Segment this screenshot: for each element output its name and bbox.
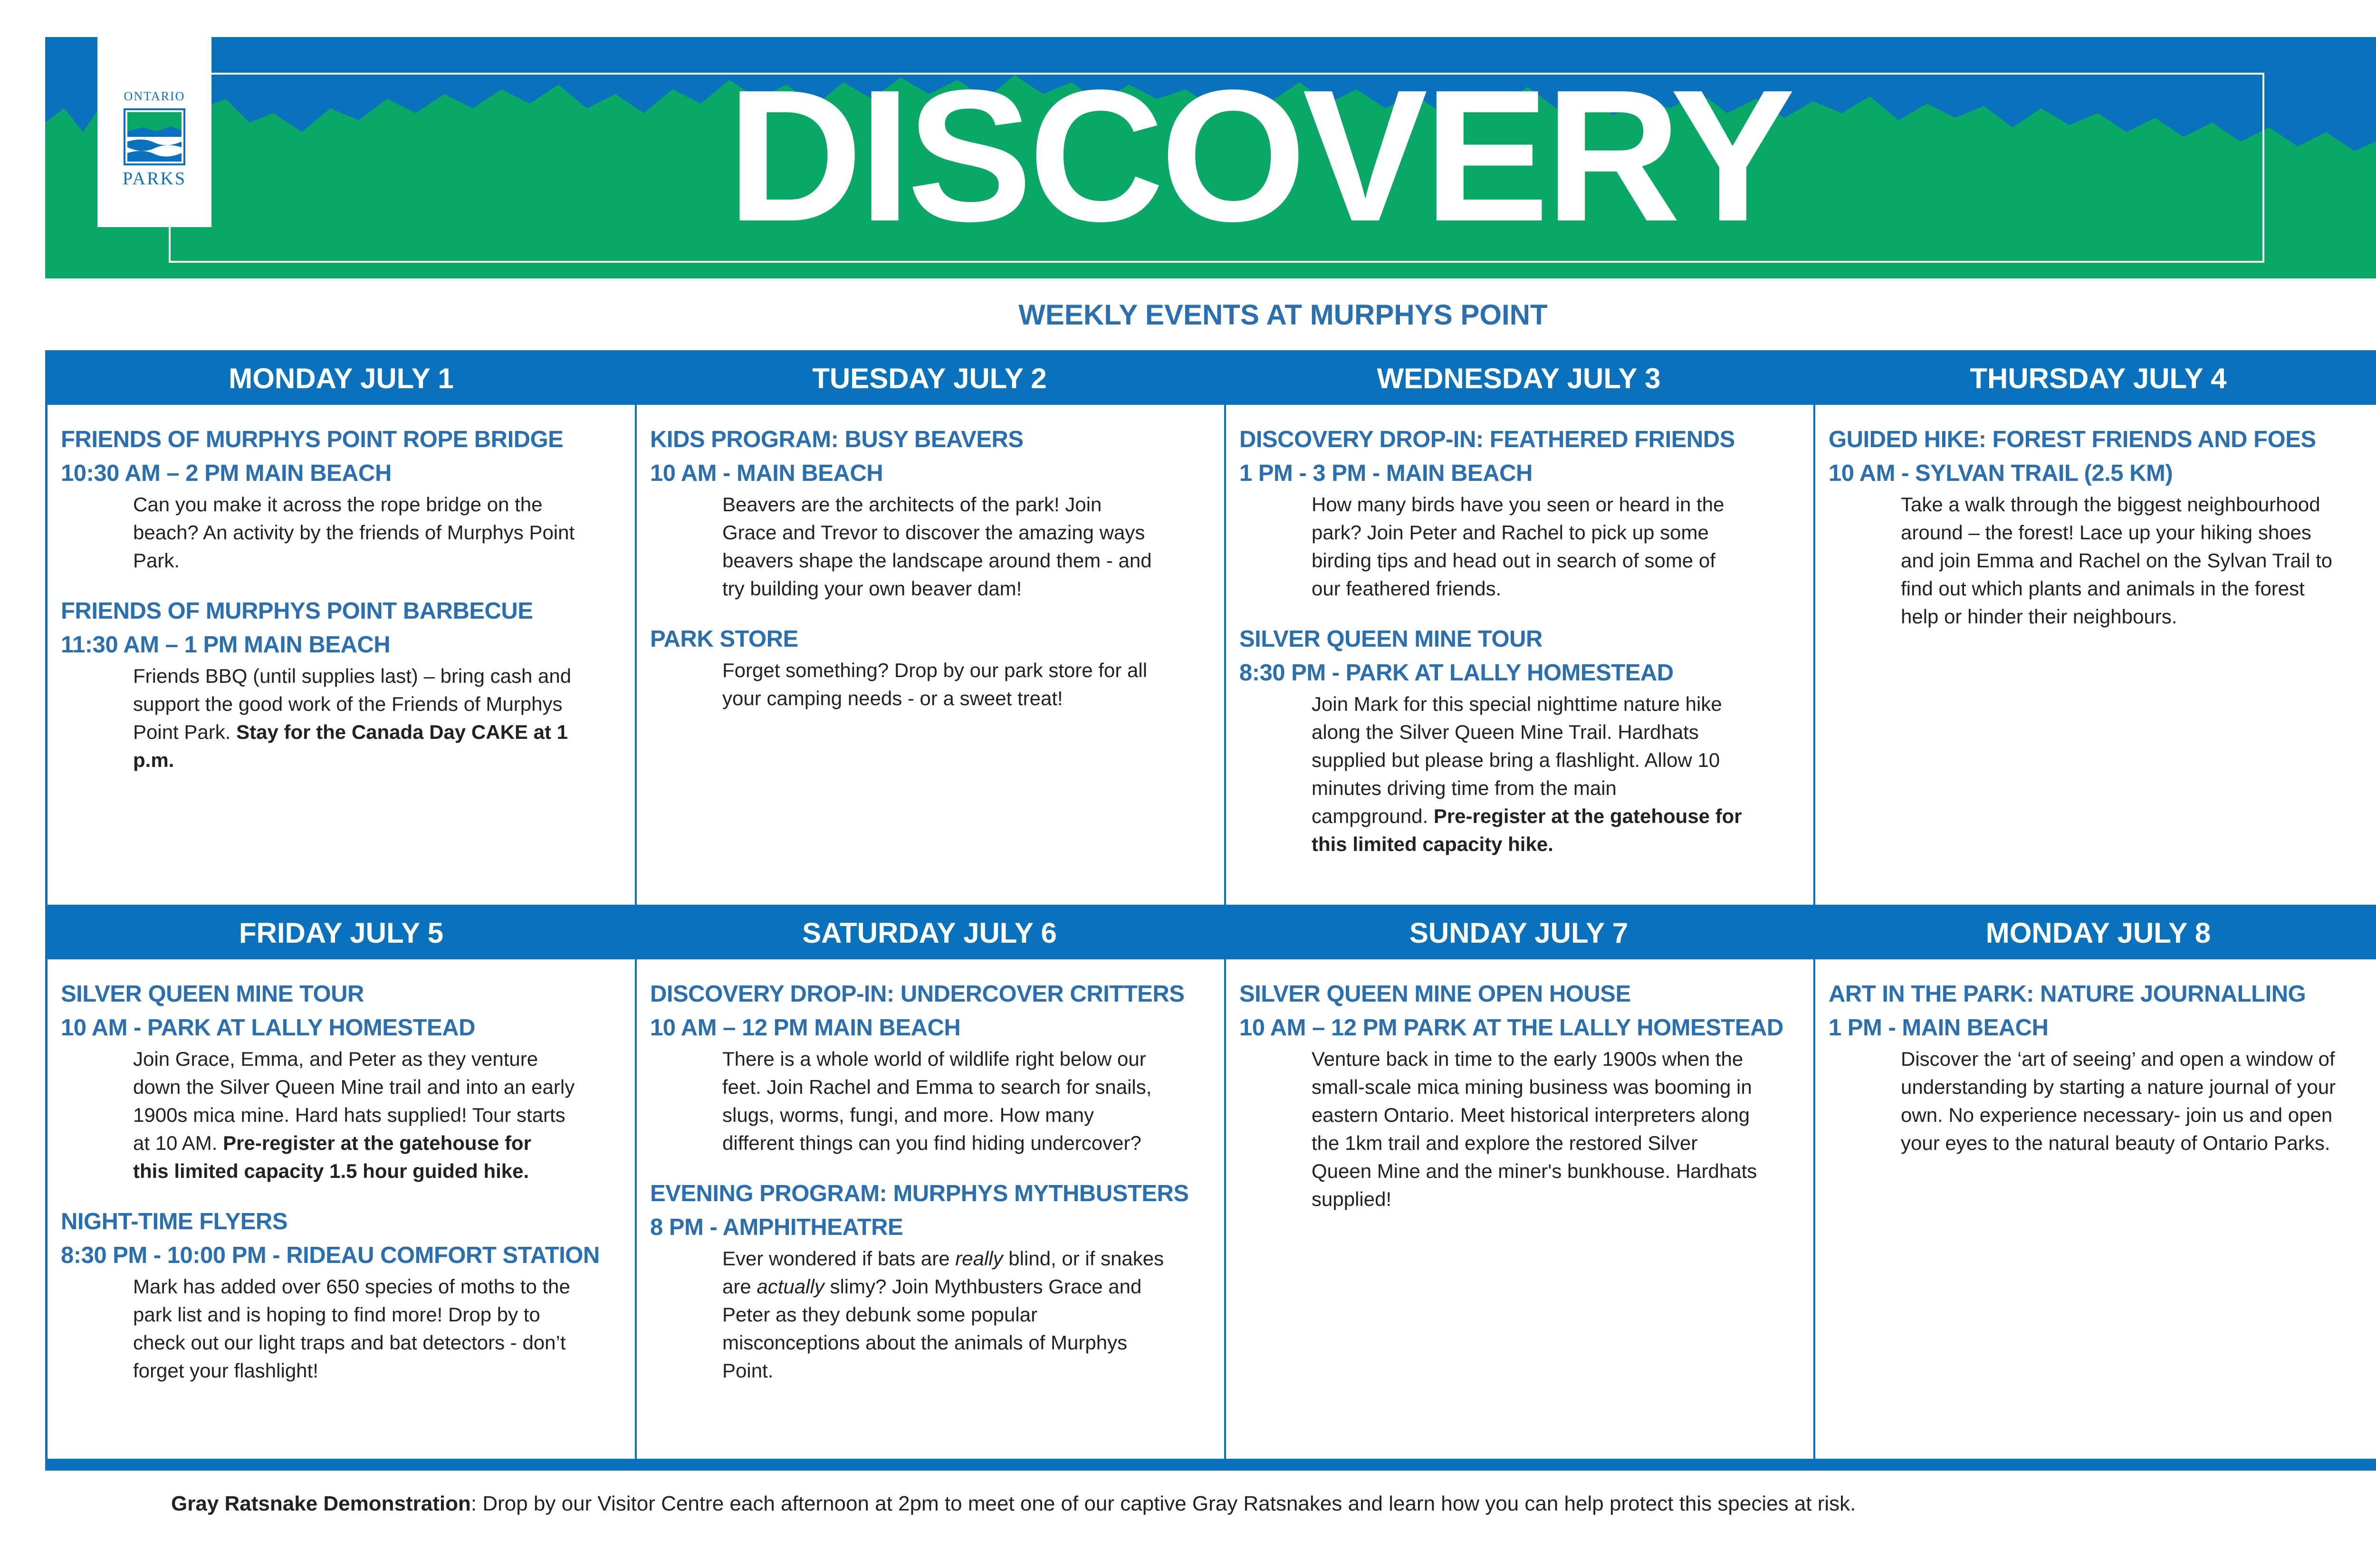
description-line: help or hinder their neighbours. bbox=[1901, 605, 2177, 628]
description-line: How many birds have you seen or heard in the bbox=[1312, 493, 1725, 516]
description-line: minutes driving time from the main bbox=[1312, 777, 1617, 799]
description-line: Queen Mine and the miner's bunkhouse. Hardhats bbox=[1312, 1160, 1757, 1182]
event-title: KIDS PROGRAM: BUSY BEAVERS bbox=[650, 427, 1024, 452]
day-heading: TUESDAY JULY 2 bbox=[812, 363, 1047, 394]
event-title: ART IN THE PARK: NATURE JOURNALLING bbox=[1829, 981, 2306, 1007]
description-line: Join Mark for this special nighttime nature hike bbox=[1312, 693, 1722, 715]
week-row bbox=[48, 905, 2376, 1471]
event-time-location: 11:30 AM – 1 PM MAIN BEACH bbox=[61, 632, 391, 658]
event-item bbox=[650, 622, 1214, 712]
event-description bbox=[1829, 1045, 2373, 1157]
footer-note bbox=[171, 1492, 2357, 1516]
description-line: and join Emma and Rachel on the Sylvan Trail to bbox=[1901, 549, 2333, 572]
day-column bbox=[1813, 959, 2376, 1471]
description-line: Discover the ‘art of seeing’ and open a window of bbox=[1901, 1048, 2335, 1070]
description-line: along the Silver Queen Mine Trail. Hardhats bbox=[1312, 721, 1699, 743]
description-line: the 1km trail and explore the restored Silver bbox=[1312, 1132, 1698, 1154]
event-title: NIGHT-TIME FLYERS bbox=[61, 1209, 288, 1234]
event-time-location: 1 PM - MAIN BEACH bbox=[1829, 1015, 2049, 1041]
event-title: PARK STORE bbox=[650, 626, 798, 652]
event-item bbox=[1239, 977, 1803, 1213]
event-item bbox=[650, 1177, 1214, 1385]
description-line: Park. bbox=[133, 549, 180, 572]
description-line: Grace and Trevor to discover the amazing ways bbox=[722, 521, 1145, 544]
description-line: are actually slimy? Join Mythbusters Grace and bbox=[722, 1275, 1142, 1298]
event-time-location: 1 PM - 3 PM - MAIN BEACH bbox=[1239, 460, 1533, 486]
event-description bbox=[650, 1244, 1214, 1385]
day-heading: SATURDAY JULY 6 bbox=[802, 917, 1057, 949]
event-item bbox=[650, 977, 1214, 1157]
event-time-location: 10 AM – 12 PM PARK AT THE LALLY HOMESTEAD bbox=[1239, 1015, 1783, 1041]
day-column bbox=[635, 959, 1224, 1471]
description-line: Ever wondered if bats are really blind, or if snakes bbox=[722, 1247, 1164, 1270]
description-line: slugs, worms, fungi, and more. How many bbox=[722, 1104, 1094, 1126]
description-line: birding tips and head out in search of some of bbox=[1312, 549, 1715, 572]
event-title: FRIENDS OF MURPHYS POINT ROPE BRIDGE bbox=[61, 427, 564, 452]
event-item bbox=[1829, 977, 2373, 1157]
event-title: DISCOVERY DROP-IN: UNDERCOVER CRITTERS bbox=[650, 981, 1185, 1007]
event-title: EVENING PROGRAM: MURPHYS MYTHBUSTERS bbox=[650, 1181, 1189, 1206]
event-title: SILVER QUEEN MINE TOUR bbox=[1239, 626, 1542, 652]
description-line: There is a whole world of wildlife right below our bbox=[722, 1048, 1146, 1070]
day-heading: MONDAY JULY 1 bbox=[229, 363, 454, 394]
event-item bbox=[1239, 423, 1803, 602]
event-description bbox=[61, 1045, 624, 1185]
description-line: different things can you find hiding undercover? bbox=[722, 1132, 1141, 1154]
description-line: Venture back in time to the early 1900s when the bbox=[1312, 1048, 1744, 1070]
logo-text-bottom: PARKS bbox=[122, 169, 186, 189]
description-line: supplied but please bring a flashlight. Allow 10 bbox=[1312, 749, 1720, 771]
event-item bbox=[650, 423, 1214, 602]
description-line: support the good work of the Friends of Murphys bbox=[133, 693, 563, 715]
event-description bbox=[1829, 490, 2373, 631]
event-description bbox=[1239, 490, 1803, 602]
description-line: this limited capacity hike. bbox=[1312, 833, 1553, 855]
description-line: p.m. bbox=[133, 749, 174, 771]
event-time-location: 10 AM - SYLVAN TRAIL (2.5 KM) bbox=[1829, 460, 2173, 486]
description-line: eastern Ontario. Meet historical interpreters along bbox=[1312, 1104, 1750, 1126]
event-description bbox=[650, 1045, 1214, 1157]
day-column bbox=[48, 959, 635, 1471]
footer-text: : Drop by our Visitor Centre each afternoon at 2pm to meet one of our captive Gray Ratsnakes and learn how you can help protect this species at risk. bbox=[470, 1492, 1856, 1515]
description-line: own. No experience necessary- join us and open bbox=[1901, 1104, 2333, 1126]
description-line: at 10 AM. Pre-register at the gatehouse for bbox=[133, 1132, 531, 1154]
event-description bbox=[61, 662, 624, 774]
event-description bbox=[650, 490, 1214, 602]
week-row bbox=[48, 350, 2376, 905]
event-time-location: 8:30 PM - 10:00 PM - RIDEAU COMFORT STATION bbox=[61, 1243, 600, 1268]
description-line: Mark has added over 650 species of moths to the bbox=[133, 1275, 570, 1298]
day-column bbox=[1224, 959, 1813, 1471]
event-title: SILVER QUEEN MINE TOUR bbox=[61, 981, 364, 1007]
description-line: understanding by starting a nature journal of your bbox=[1901, 1076, 2336, 1098]
event-time-location: 8 PM - AMPHITHEATRE bbox=[650, 1214, 903, 1240]
description-line: park list and is hoping to find more! Drop by to bbox=[133, 1303, 540, 1326]
events-calendar-grid bbox=[45, 350, 2376, 1471]
event-description bbox=[650, 656, 1214, 712]
day-column bbox=[1224, 405, 1813, 905]
description-line: down the Silver Queen Mine trail and into an early bbox=[133, 1076, 575, 1098]
description-line: Friends BBQ (until supplies last) – bring cash and bbox=[133, 665, 572, 687]
bottom-bar bbox=[45, 1459, 2376, 1471]
event-time-location: 10 AM - MAIN BEACH bbox=[650, 460, 883, 486]
event-item bbox=[61, 1205, 624, 1385]
description-line: your eyes to the natural beauty of Ontario Parks. bbox=[1901, 1132, 2330, 1154]
event-description bbox=[61, 1272, 624, 1385]
day-heading: WEDNESDAY JULY 3 bbox=[1377, 363, 1661, 394]
description-line: Point Park. Stay for the Canada Day CAKE at 1 bbox=[133, 721, 568, 743]
description-line: try building your own beaver dam! bbox=[722, 577, 1022, 600]
description-line: Can you make it across the rope bridge on the bbox=[133, 493, 543, 516]
description-line: beavers shape the landscape around them - and bbox=[722, 549, 1152, 572]
event-description bbox=[61, 490, 624, 574]
page-subtitle: WEEKLY EVENTS AT MURPHYS POINT bbox=[1018, 299, 1548, 331]
day-column bbox=[48, 405, 635, 905]
description-line: check out our light traps and bat detectors - don’t bbox=[133, 1331, 566, 1354]
description-line: around – the forest! Lace up your hiking shoes bbox=[1901, 521, 2311, 544]
description-line: supplied! bbox=[1312, 1188, 1392, 1210]
day-column bbox=[1813, 405, 2376, 905]
description-line: our feathered friends. bbox=[1312, 577, 1502, 600]
event-item bbox=[61, 977, 624, 1185]
description-line: campground. Pre-register at the gatehouse for bbox=[1312, 805, 1742, 827]
description-line: small-scale mica mining business was booming in bbox=[1312, 1076, 1752, 1098]
description-line: park? Join Peter and Rachel to pick up some bbox=[1312, 521, 1709, 544]
description-line: Take a walk through the biggest neighbourhood bbox=[1901, 493, 2320, 516]
event-time-location: 10:30 AM – 2 PM MAIN BEACH bbox=[61, 460, 392, 486]
event-item bbox=[61, 423, 624, 574]
logo-text-top: ONTARIO bbox=[124, 89, 185, 103]
description-line: misconceptions about the animals of Murphys bbox=[722, 1331, 1128, 1354]
day-heading: FRIDAY JULY 5 bbox=[239, 917, 444, 949]
description-line: forget your flashlight! bbox=[133, 1359, 318, 1382]
event-time-location: 10 AM – 12 PM MAIN BEACH bbox=[650, 1015, 961, 1041]
day-column bbox=[635, 405, 1224, 905]
event-item bbox=[61, 594, 624, 774]
event-title: FRIENDS OF MURPHYS POINT BARBECUE bbox=[61, 598, 533, 624]
description-line: Point. bbox=[722, 1359, 774, 1382]
description-line: beach? An activity by the friends of Murphys Point bbox=[133, 521, 575, 544]
description-line: Beavers are the architects of the park! Join bbox=[722, 493, 1102, 516]
description-line: feet. Join Rachel and Emma to search for snails, bbox=[722, 1076, 1152, 1098]
event-time-location: 10 AM - PARK AT LALLY HOMESTEAD bbox=[61, 1015, 476, 1041]
description-line: find out which plants and animals in the forest bbox=[1901, 577, 2305, 600]
description-line: Peter as they debunk some popular bbox=[722, 1303, 1038, 1326]
description-line: this limited capacity 1.5 hour guided hike. bbox=[133, 1160, 529, 1182]
event-time-location: 8:30 PM - PARK AT LALLY HOMESTEAD bbox=[1239, 660, 1674, 686]
day-heading: THURSDAY JULY 4 bbox=[1970, 363, 2227, 394]
event-item bbox=[1239, 622, 1803, 858]
day-heading: MONDAY JULY 8 bbox=[1985, 917, 2211, 949]
event-description bbox=[1239, 1045, 1803, 1213]
day-heading: SUNDAY JULY 7 bbox=[1409, 917, 1629, 949]
description-line: your camping needs - or a sweet treat! bbox=[722, 687, 1063, 709]
description-line: Forget something? Drop by our park store for all bbox=[722, 659, 1148, 681]
footer-label: Gray Ratsnake Demonstration bbox=[171, 1492, 471, 1515]
event-title: DISCOVERY DROP-IN: FEATHERED FRIENDS bbox=[1239, 427, 1735, 452]
description-line: Join Grace, Emma, and Peter as they venture bbox=[133, 1048, 538, 1070]
description-line: 1900s mica mine. Hard hats supplied! Tour starts bbox=[133, 1104, 565, 1126]
page-title: DISCOVERY bbox=[727, 50, 1792, 260]
event-title: SILVER QUEEN MINE OPEN HOUSE bbox=[1239, 981, 1631, 1007]
event-title: GUIDED HIKE: FOREST FRIENDS AND FOES bbox=[1829, 427, 2316, 452]
event-description bbox=[1239, 690, 1803, 858]
event-item bbox=[1829, 423, 2373, 631]
